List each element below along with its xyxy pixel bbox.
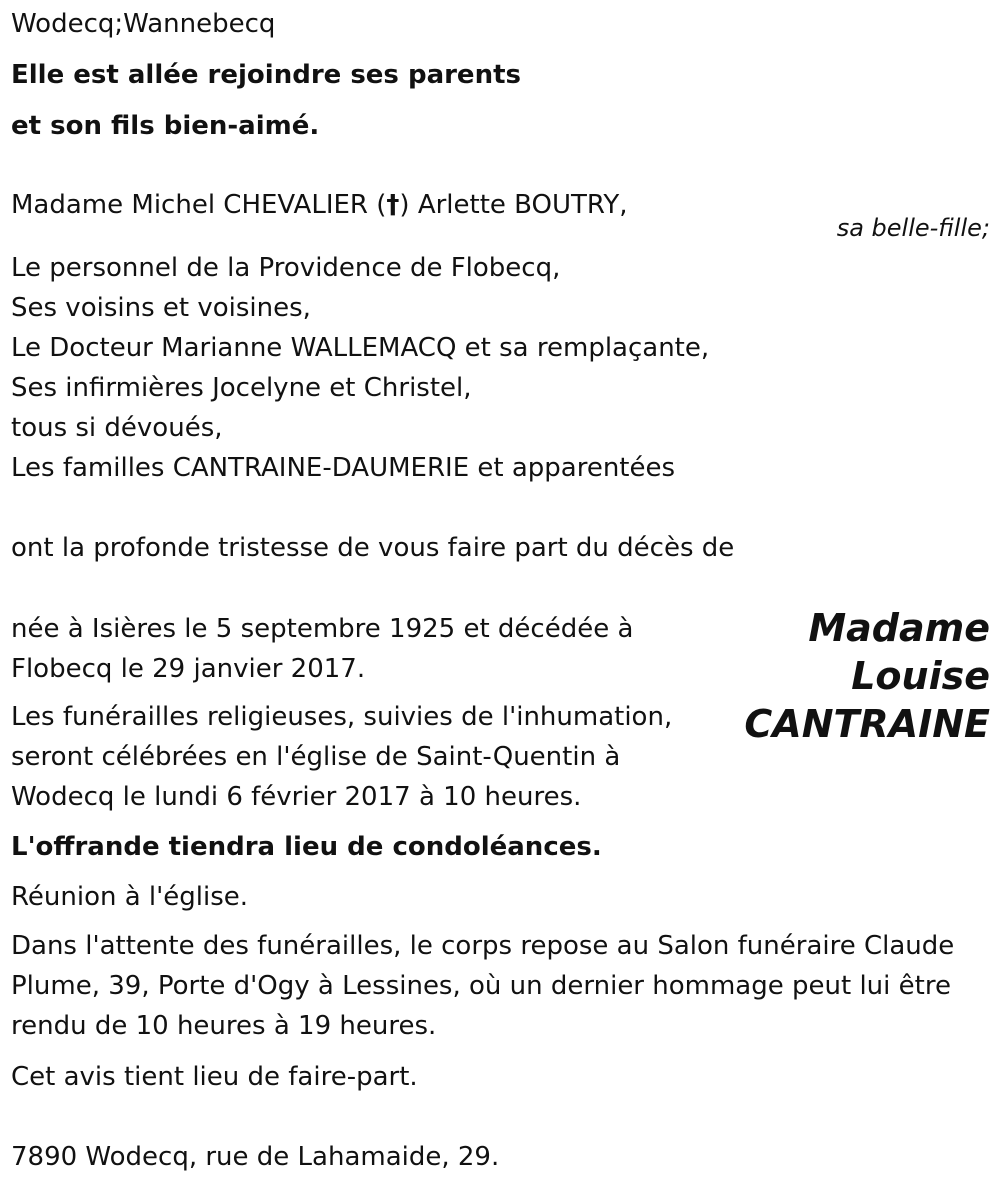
funeral-line: Wodecq le lundi 6 février 2017 à 10 heures.: [11, 782, 582, 812]
family-member-1: [11, 188, 627, 222]
funeral-line: seront célébrées en l'église de Saint-Quentin à: [11, 742, 621, 772]
intro-line-1: Elle est allée rejoindre ses parents: [11, 60, 521, 90]
other-line: Ses infirmières Jocelyne et Christel,: [11, 373, 472, 403]
other-line: tous si dévoués,: [11, 413, 223, 443]
other-line: Le personnel de la Providence de Flobecq,: [11, 253, 561, 283]
meeting-line: Réunion à l'église.: [11, 882, 249, 912]
deceased-title: Madame: [808, 606, 990, 650]
announcement: ont la profonde tristesse de vous faire part du décès de: [11, 533, 735, 563]
other-line: Ses voisins et voisines,: [11, 293, 311, 323]
birth-death-line: Flobecq le 29 janvier 2017.: [11, 654, 366, 684]
other-line: Les familles CANTRAINE-DAUMERIE et apparentées: [11, 453, 676, 483]
member-relation: sa belle-fille;: [836, 214, 990, 242]
offering-line: L'offrande tiendra lieu de condoléances.: [11, 832, 602, 862]
deceased-first-name: Louise: [851, 654, 990, 698]
places-line: Wodecq;Wannebecq: [11, 9, 276, 39]
intro-line-2: et son fils bien-aimé.: [11, 111, 320, 141]
member-name-suffix: ) Arlette BOUTRY,: [399, 190, 628, 220]
member-name-prefix: Madame Michel CHEVALIER (: [11, 190, 387, 220]
funeral-line: Les funérailles religieuses, suivies de l'inhumation,: [11, 702, 673, 732]
address-line: 7890 Wodecq, rue de Lahamaide, 29.: [11, 1142, 500, 1172]
cross-icon: †: [386, 190, 400, 220]
viewing-line: Dans l'attente des funérailles, le corps repose au Salon funéraire Claude: [11, 931, 955, 961]
viewing-line: rendu de 10 heures à 19 heures.: [11, 1011, 437, 1041]
notice-line: Cet avis tient lieu de faire-part.: [11, 1062, 418, 1092]
deceased-last-name: CANTRAINE: [744, 702, 990, 746]
birth-death-line: née à Isières le 5 septembre 1925 et décédée à: [11, 614, 634, 644]
viewing-line: Plume, 39, Porte d'Ogy à Lessines, où un dernier hommage peut lui être: [11, 971, 951, 1001]
other-line: Le Docteur Marianne WALLEMACQ et sa remplaçante,: [11, 333, 710, 363]
